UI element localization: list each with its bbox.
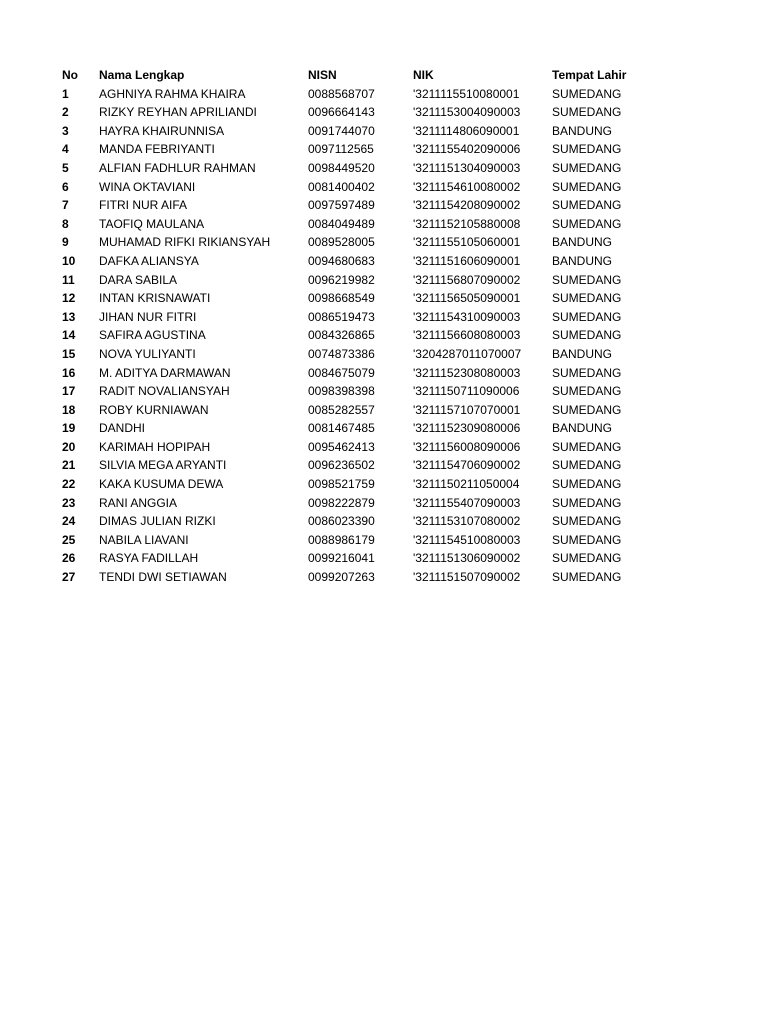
cell-nik: '3211156608080003 — [413, 328, 521, 343]
cell-name: DIMAS JULIAN RIZKI — [99, 514, 216, 529]
cell-name: KAKA KUSUMA DEWA — [99, 477, 224, 492]
cell-name: FITRI NUR AIFA — [99, 198, 188, 213]
cell-nisn: 0084049489 — [308, 216, 375, 231]
cell-place: SUMEDANG — [552, 86, 622, 101]
table-row — [62, 382, 652, 401]
table-row — [62, 345, 652, 364]
cell-name: JIHAN NUR FITRI — [99, 309, 197, 324]
cell-no: 24 — [62, 514, 76, 529]
cell-no: 14 — [62, 328, 76, 343]
table-row — [62, 196, 652, 215]
cell-nik: '3211153107080002 — [413, 514, 521, 529]
cell-no: 2 — [62, 105, 69, 120]
cell-place: SUMEDANG — [552, 495, 622, 510]
cell-nisn: 0088568707 — [308, 86, 375, 101]
cell-nik: '3211155402090006 — [413, 142, 521, 157]
cell-nisn: 0098668549 — [308, 291, 375, 306]
cell-no: 12 — [62, 291, 76, 306]
cell-name: RASYA FADILLAH — [99, 551, 199, 566]
cell-nik: '3211150711090006 — [413, 384, 520, 399]
cell-no: 18 — [62, 402, 76, 417]
header-place: Tempat Lahir — [552, 68, 627, 82]
cell-nik: '3211152309080006 — [413, 421, 521, 436]
cell-no: 4 — [62, 142, 69, 157]
cell-name: NABILA LIAVANI — [99, 532, 189, 547]
cell-name: MANDA FEBRIYANTI — [99, 142, 215, 157]
cell-no: 17 — [62, 384, 76, 399]
cell-name: NOVA YULIYANTI — [99, 346, 196, 361]
cell-nisn: 0086023390 — [308, 514, 375, 529]
table-row — [62, 215, 652, 234]
cell-name: M. ADITYA DARMAWAN — [99, 365, 231, 380]
cell-nisn: 0084675079 — [308, 365, 375, 380]
cell-nisn: 0096664143 — [308, 105, 375, 120]
cell-nik: '3204287011070007 — [413, 346, 522, 361]
cell-name: DAFKA ALIANSYA — [99, 253, 199, 268]
cell-place: BANDUNG — [552, 253, 613, 268]
cell-nisn: 0081467485 — [308, 421, 375, 436]
cell-name: RANI ANGGIA — [99, 495, 178, 510]
cell-nisn: 0094680683 — [308, 253, 375, 268]
cell-no: 19 — [62, 421, 76, 436]
cell-place: SUMEDANG — [552, 198, 622, 213]
cell-nisn: 0098222879 — [308, 495, 375, 510]
cell-nisn: 0098521759 — [308, 477, 375, 492]
table-row — [62, 419, 652, 438]
cell-place: SUMEDANG — [552, 179, 622, 194]
table-row — [62, 252, 652, 271]
table-row — [62, 271, 652, 290]
cell-nik: '3211157107070001 — [413, 402, 521, 417]
table-row — [62, 326, 652, 345]
table-header — [62, 66, 652, 85]
cell-no: 23 — [62, 495, 76, 510]
cell-name: RIZKY REYHAN APRILIANDI — [99, 105, 257, 120]
cell-place: SUMEDANG — [552, 384, 622, 399]
cell-no: 1 — [62, 86, 69, 101]
cell-place: SUMEDANG — [552, 365, 622, 380]
cell-no: 11 — [62, 272, 75, 287]
cell-place: SUMEDANG — [552, 272, 622, 287]
cell-nisn: 0097112565 — [308, 142, 374, 157]
cell-nisn: 0098398398 — [308, 384, 375, 399]
cell-nik: '3211154706090002 — [413, 458, 521, 473]
cell-no: 27 — [62, 570, 76, 585]
cell-place: SUMEDANG — [552, 328, 622, 343]
cell-place: BANDUNG — [552, 421, 613, 436]
cell-nik: '3211154208090002 — [413, 198, 521, 213]
cell-place: SUMEDANG — [552, 514, 622, 529]
cell-no: 7 — [62, 198, 69, 213]
cell-name: DARA SABILA — [99, 272, 178, 287]
cell-no: 8 — [62, 216, 69, 231]
table-row — [62, 568, 652, 587]
cell-nik: '3211156505090001 — [413, 291, 521, 306]
cell-place: BANDUNG — [552, 346, 613, 361]
cell-place: SUMEDANG — [552, 439, 622, 454]
cell-place: SUMEDANG — [552, 551, 622, 566]
cell-name: WINA OKTAVIANI — [99, 179, 196, 194]
cell-place: SUMEDANG — [552, 532, 622, 547]
cell-name: TENDI DWI SETIAWAN — [99, 570, 227, 585]
table-row — [62, 438, 652, 457]
cell-place: SUMEDANG — [552, 309, 622, 324]
cell-no: 10 — [62, 253, 76, 268]
cell-nik: '3211155105060001 — [413, 235, 521, 250]
cell-no: 6 — [62, 179, 69, 194]
cell-name: SAFIRA AGUSTINA — [99, 328, 206, 343]
cell-place: SUMEDANG — [552, 402, 622, 417]
cell-place: SUMEDANG — [552, 458, 622, 473]
cell-nik: '3211156807090002 — [413, 272, 521, 287]
header-nisn: NISN — [308, 68, 337, 82]
cell-nik: '3211156008090006 — [413, 439, 521, 454]
cell-no: 26 — [62, 551, 76, 566]
cell-place: SUMEDANG — [552, 216, 622, 231]
cell-nik: '3211154610080002 — [413, 179, 521, 194]
cell-name: AGHNIYA RAHMA KHAIRA — [99, 86, 246, 101]
table-row — [62, 475, 652, 494]
cell-no: 3 — [62, 123, 69, 138]
cell-place: SUMEDANG — [552, 477, 622, 492]
cell-nik: '3211153004090003 — [413, 105, 521, 120]
table-row — [62, 159, 652, 178]
table-row — [62, 456, 652, 475]
cell-nisn: 0089528005 — [308, 235, 375, 250]
cell-nik: '3211151306090002 — [413, 551, 521, 566]
cell-nisn: 0096236502 — [308, 458, 375, 473]
table-row — [62, 308, 652, 327]
header-name: Nama Lengkap — [99, 68, 185, 82]
cell-name: RADIT NOVALIANSYAH — [99, 384, 230, 399]
table-row — [62, 85, 652, 104]
cell-no: 15 — [62, 346, 76, 361]
cell-name: MUHAMAD RIFKI RIKIANSYAH — [99, 235, 271, 250]
cell-nisn: 0074873386 — [308, 346, 375, 361]
cell-place: SUMEDANG — [552, 291, 622, 306]
cell-name: HAYRA KHAIRUNNISA — [99, 123, 225, 138]
table-row — [62, 122, 652, 141]
cell-nik: '3211154310090003 — [413, 309, 521, 324]
cell-place: SUMEDANG — [552, 160, 622, 175]
header-row — [62, 66, 652, 85]
table-row — [62, 103, 652, 122]
cell-nisn: 0097597489 — [308, 198, 375, 213]
cell-place: SUMEDANG — [552, 142, 622, 157]
table-row — [62, 140, 652, 159]
cell-nisn: 0086519473 — [308, 309, 375, 324]
cell-nisn: 0095462413 — [308, 439, 375, 454]
cell-nik: '3211150211050004 — [413, 477, 520, 492]
table-row — [62, 494, 652, 513]
cell-place: BANDUNG — [552, 123, 613, 138]
cell-nisn: 0081400402 — [308, 179, 375, 194]
cell-no: 20 — [62, 439, 76, 454]
cell-place: SUMEDANG — [552, 105, 622, 120]
table-row — [62, 549, 652, 568]
table-row — [62, 512, 652, 531]
cell-nisn: 0099216041 — [308, 551, 375, 566]
cell-nik: '3211115510080001 — [413, 86, 520, 101]
cell-nisn: 0096219982 — [308, 272, 375, 287]
cell-no: 9 — [62, 235, 69, 250]
cell-nik: '3211114806090001 — [413, 123, 520, 138]
cell-no: 21 — [62, 458, 76, 473]
cell-name: INTAN KRISNAWATI — [99, 291, 211, 306]
cell-name: SILVIA MEGA ARYANTI — [99, 458, 227, 473]
cell-nik: '3211151507090002 — [413, 570, 521, 585]
cell-name: ROBY KURNIAWAN — [99, 402, 209, 417]
cell-nik: '3211151606090001 — [413, 253, 521, 268]
table-body — [62, 85, 652, 587]
cell-nisn: 0088986179 — [308, 532, 375, 547]
cell-name: TAOFIQ MAULANA — [99, 216, 205, 231]
cell-nik: '3211155407090003 — [413, 495, 521, 510]
cell-name: KARIMAH HOPIPAH — [99, 439, 211, 454]
cell-nisn: 0084326865 — [308, 328, 375, 343]
cell-nik: '3211154510080003 — [413, 532, 521, 547]
table-row — [62, 531, 652, 550]
table-row — [62, 364, 652, 383]
cell-place: SUMEDANG — [552, 570, 622, 585]
cell-name: ALFIAN FADHLUR RAHMAN — [99, 160, 256, 175]
header-nik: NIK — [413, 68, 434, 82]
cell-no: 13 — [62, 309, 76, 324]
cell-place: BANDUNG — [552, 235, 613, 250]
cell-no: 22 — [62, 477, 76, 492]
table-row — [62, 233, 652, 252]
student-table — [62, 66, 652, 587]
cell-nik: '3211152308080003 — [413, 365, 521, 380]
cell-nisn: 0099207263 — [308, 570, 375, 585]
cell-nik: '3211151304090003 — [413, 160, 521, 175]
cell-no: 16 — [62, 365, 76, 380]
cell-nisn: 0098449520 — [308, 160, 375, 175]
cell-no: 5 — [62, 160, 69, 175]
table-row — [62, 401, 652, 420]
cell-nisn: 0091744070 — [308, 123, 375, 138]
cell-nik: '3211152105880008 — [413, 216, 521, 231]
header-no: No — [62, 68, 78, 82]
cell-no: 25 — [62, 532, 76, 547]
table-row — [62, 289, 652, 308]
cell-nisn: 0085282557 — [308, 402, 375, 417]
cell-name: DANDHI — [99, 421, 146, 436]
table-row — [62, 178, 652, 197]
